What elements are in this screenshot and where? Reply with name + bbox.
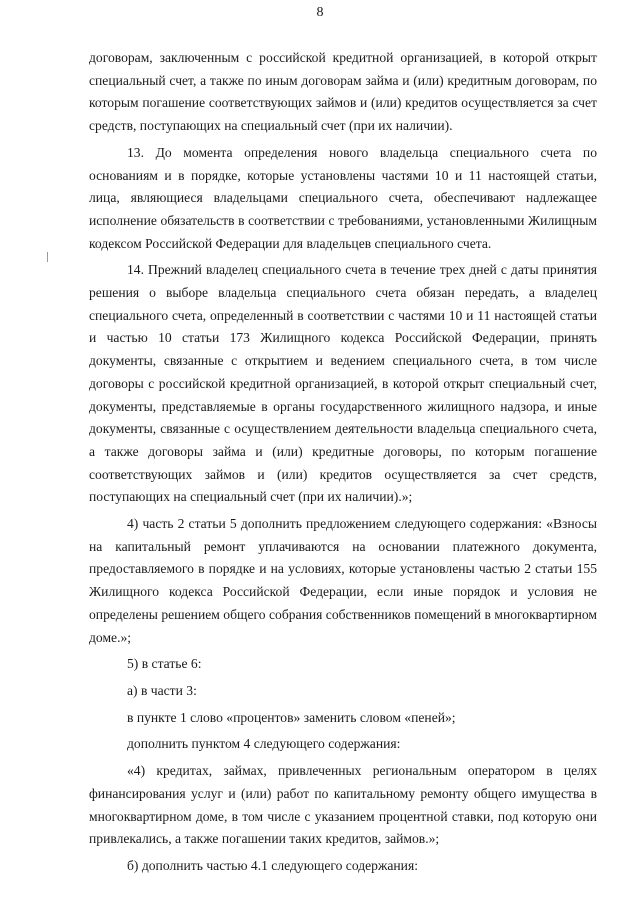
paragraph-item-14: 14. Прежний владелец специального счета в течение трех дней с даты принятия решения о выборе владельца специального счета обязан передать, а владелец специального счета, определенный в соответствии с частями 10 и 11 настоящей статьи и частью 10 статьи 173 Жилищного кодекса Российской Федерации, принять документы, связанные с открытием и ведением специального счета, в том числе договоры с российской кредитной организацией, в которой открыт специальный счет, документы, представляемые в органы государственного жилищного надзора, и иные документы, связанные с осуществлением деятельности владельца специального счета, а также договоры займа и (или) кредитные договоры, по которым погашение соответствующих займов и (или) кредитов осуществляется за счет средств, поступающих на специальный счет (при их наличии).»; bbox=[89, 262, 597, 505]
paragraph-add-clause-4: дополнить пунктом 4 следующего содержания: bbox=[127, 736, 401, 752]
paragraph-point-4: 4) часть 2 статьи 5 дополнить предложением следующего содержания: «Взносы на капитальный ремонт уплачиваются на основании платежного документа, предоставляемого в порядке и на условиях, которые установлены частью 2 статьи 155 Жилищного кодекса Российской Федерации, если иные порядок и условия не определены решением общего собрания собственников помещений в многоквартирном доме.»; bbox=[89, 516, 597, 645]
paragraph-subpoint-a: а) в части 3: bbox=[127, 682, 197, 698]
paragraph-continuation: договорам, заключенным с российской кредитной организацией, в которой открыт специальный счет, а также по иным договорам займа и (или) кредитным договорам, по которым погашение соответствующих займов и (или) кредитов осуществляется за счет средств, поступающих на специальный счет (при их наличии). bbox=[89, 50, 597, 134]
paragraph-clause-4-text: «4) кредитах, займах, привлеченных региональным оператором в целях финансирования услуг и (или) работ по капитальному ремонту общего имущества в многоквартирном доме, в том числе с указанием процентной ставки, под которую они привлекались, а также погашении таких кредитов, займов.»; bbox=[89, 763, 597, 847]
paragraph-clause-1-change: в пункте 1 слово «процентов» заменить словом «пеней»; bbox=[127, 709, 456, 725]
paragraph-subpoint-b: б) дополнить частью 4.1 следующего содержания: bbox=[127, 857, 418, 873]
paragraph-point-5: 5) в статье 6: bbox=[127, 656, 202, 672]
scan-artifact bbox=[47, 252, 48, 262]
document-body bbox=[89, 47, 597, 878]
page-number: 8 bbox=[316, 5, 324, 20]
paragraph-item-13: 13. До момента определения нового владельца специального счета по основаниям и в порядке, которые установлены частями 10 и 11 настоящей статьи, лица, являющиеся владельцами специального счета, обеспечивают надлежащее исполнение обязательств в соответствии с требованиями, установленными Жилищным кодексом Российской Федерации для владельцев специального счета. bbox=[89, 144, 597, 251]
